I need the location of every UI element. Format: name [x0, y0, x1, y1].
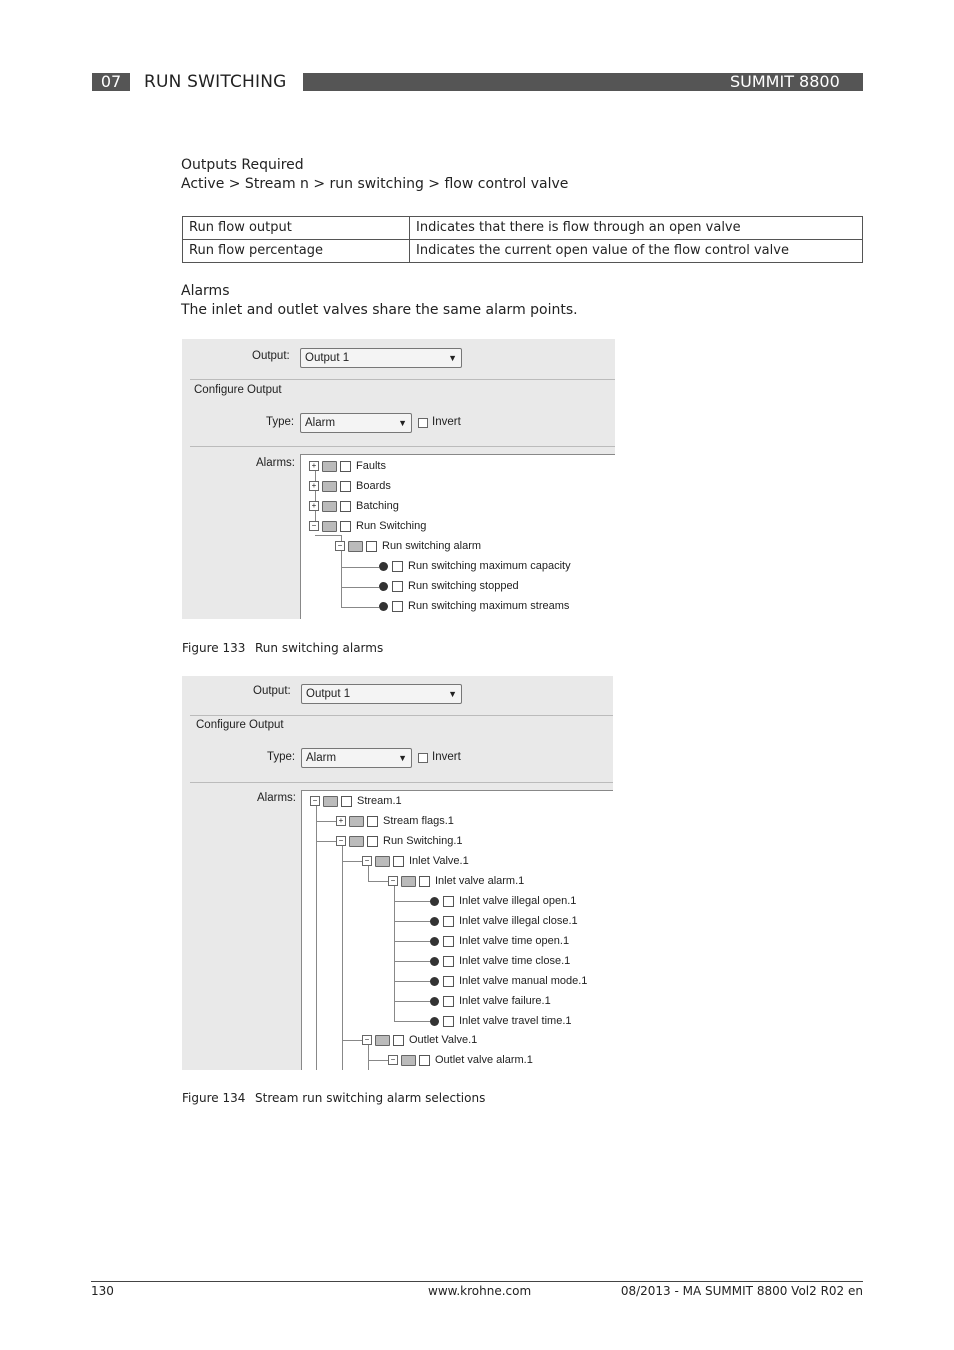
alarm-point-icon [379, 562, 388, 571]
tree-item-label: Run Switching [356, 520, 427, 532]
tree-item[interactable] [336, 812, 454, 830]
folder-open-icon [375, 856, 390, 867]
tree-item-label: Outlet Valve.1 [409, 1034, 478, 1046]
type-select[interactable] [301, 748, 412, 768]
checkbox[interactable] [392, 561, 403, 572]
alarm-point-icon [430, 937, 439, 946]
invert-checkbox[interactable] [418, 753, 428, 763]
tree-item[interactable] [309, 457, 386, 475]
divider [190, 446, 615, 447]
tree-item[interactable] [309, 517, 426, 535]
caption-number: Figure 134 [182, 1091, 246, 1105]
tree-item[interactable] [310, 792, 402, 810]
checkbox[interactable] [419, 876, 430, 887]
tree-item-label: Inlet valve alarm.1 [435, 875, 525, 887]
tree-line [394, 961, 430, 962]
type-select-value: Alarm [305, 417, 336, 429]
alarm-point-icon [430, 1017, 439, 1026]
alarm-point-icon [430, 977, 439, 986]
expand-icon[interactable]: + [309, 461, 319, 471]
checkbox[interactable] [393, 1035, 404, 1046]
tree-line [315, 535, 341, 536]
table-cell: Run flow percentage [183, 240, 410, 263]
checkbox[interactable] [367, 816, 378, 827]
folder-open-icon [401, 876, 416, 887]
expand-icon[interactable]: + [309, 481, 319, 491]
page-number: 130 [91, 1284, 114, 1298]
tree-item-label: Faults [356, 460, 386, 472]
tree-item[interactable] [388, 1051, 533, 1069]
tree-line [316, 806, 317, 1070]
tree-line [394, 901, 430, 902]
tree-line [394, 941, 430, 942]
tree-line [341, 567, 379, 568]
folder-open-icon [375, 1035, 390, 1046]
expand-icon[interactable]: + [309, 501, 319, 511]
alarms-label: Alarms: [257, 792, 296, 804]
alarm-point-icon [430, 917, 439, 926]
tree-item[interactable] [388, 872, 524, 890]
outputs-table [182, 216, 863, 263]
product-name: SUMMIT 8800 [724, 73, 863, 91]
checkbox[interactable] [340, 481, 351, 492]
expand-icon[interactable]: + [336, 816, 346, 826]
checkbox[interactable] [419, 1055, 430, 1066]
tree-line [341, 587, 379, 588]
alarm-point-icon [379, 582, 388, 591]
tree-item-label: Run switching maximum streams [408, 600, 570, 612]
folder-icon [322, 481, 337, 492]
chapter-number: 07 [92, 73, 130, 91]
divider [190, 379, 615, 380]
folder-open-icon [323, 796, 338, 807]
caption-text: Run switching alarms [255, 641, 384, 655]
divider [190, 715, 613, 716]
configure-output-label: Configure Output [196, 719, 284, 731]
caption-text: Stream run switching alarm selections [255, 1091, 486, 1105]
tree-item[interactable] [335, 537, 481, 555]
tree-item-label: Inlet valve travel time.1 [459, 1015, 572, 1027]
tree-item-label: Inlet valve illegal open.1 [459, 895, 577, 907]
figure-134-screenshot [182, 676, 613, 1070]
tree-item-label: Run switching stopped [408, 580, 519, 592]
collapse-icon[interactable]: − [362, 856, 372, 866]
folder-open-icon [322, 521, 337, 532]
type-label: Type: [266, 416, 295, 428]
figure-134-caption [182, 1091, 485, 1105]
folder-open-icon [348, 541, 363, 552]
tree-item[interactable] [430, 892, 576, 910]
output-select-value: Output 1 [305, 352, 350, 364]
alarms-heading: Alarms [181, 283, 230, 299]
checkbox[interactable] [392, 581, 403, 592]
checkbox[interactable] [443, 996, 454, 1007]
tree-item[interactable] [379, 597, 569, 615]
figure-133-screenshot [182, 339, 615, 619]
tree-line [394, 1021, 430, 1022]
table-row [183, 240, 863, 263]
tree-line [394, 1001, 430, 1002]
alarms-tree[interactable] [301, 790, 613, 1070]
output-select[interactable] [300, 348, 462, 368]
tree-item[interactable] [430, 912, 578, 930]
tree-item-label: Inlet Valve.1 [409, 855, 469, 867]
type-label: Type: [267, 751, 296, 763]
tree-item[interactable] [430, 992, 551, 1010]
tree-item-label: Run Switching.1 [383, 835, 463, 847]
tree-item-label: Stream flags.1 [383, 815, 454, 827]
table-cell: Run flow output [183, 217, 410, 240]
header-bar [303, 73, 724, 91]
divider [190, 782, 613, 783]
outputs-heading: Outputs Required [181, 157, 304, 173]
alarm-point-icon [430, 957, 439, 966]
collapse-icon[interactable]: − [388, 1055, 398, 1065]
checkbox[interactable] [393, 856, 404, 867]
tree-item[interactable] [362, 1031, 477, 1049]
tree-item-label: Run switching maximum capacity [408, 560, 571, 572]
collapse-icon[interactable]: − [335, 541, 345, 551]
output-select-value: Output 1 [306, 688, 351, 700]
folder-icon [349, 816, 364, 827]
tree-item[interactable] [430, 1012, 572, 1030]
tree-item[interactable] [430, 972, 587, 990]
tree-line [394, 981, 430, 982]
checkbox[interactable] [443, 936, 454, 947]
tree-item[interactable] [379, 557, 571, 575]
chevron-down-icon: ▼ [398, 418, 407, 428]
collapse-icon[interactable]: − [362, 1035, 372, 1045]
tree-item-label: Inlet valve failure.1 [459, 995, 551, 1007]
chapter-title: RUN SWITCHING [144, 72, 287, 92]
chevron-down-icon: ▼ [398, 753, 407, 763]
footer-rule [91, 1281, 863, 1282]
tree-item[interactable] [379, 577, 519, 595]
checkbox[interactable] [443, 1016, 454, 1027]
collapse-icon[interactable]: − [309, 521, 319, 531]
tree-item-label: Inlet valve time close.1 [459, 955, 571, 967]
type-select[interactable] [300, 413, 412, 433]
tree-item[interactable] [309, 477, 391, 495]
table-cell: Indicates that there is flow through an open valve [410, 217, 863, 240]
table-row [183, 217, 863, 240]
figure-133-caption [182, 641, 383, 655]
chevron-down-icon: ▼ [448, 353, 457, 363]
folder-icon [322, 461, 337, 472]
chevron-down-icon: ▼ [448, 689, 457, 699]
document-id: 08/2013 - MA SUMMIT 8800 Vol2 R02 en [620, 1284, 863, 1298]
tree-line [342, 846, 343, 1070]
alarms-text: The inlet and outlet valves share the same alarm points. [181, 302, 578, 318]
tree-item-label: Stream.1 [357, 795, 402, 807]
folder-open-icon [349, 836, 364, 847]
checkbox[interactable] [443, 916, 454, 927]
output-select[interactable] [301, 684, 462, 704]
tree-item-label: Inlet valve manual mode.1 [459, 975, 588, 987]
folder-icon [322, 501, 337, 512]
tree-item-label: Boards [356, 480, 391, 492]
output-label: Output: [253, 685, 291, 697]
invert-label: Invert [432, 751, 461, 763]
output-label: Output: [252, 350, 290, 362]
collapse-icon[interactable]: − [336, 836, 346, 846]
tree-item[interactable] [430, 932, 569, 950]
tree-line [341, 607, 379, 608]
collapse-icon[interactable]: − [310, 796, 320, 806]
outputs-path: Active > Stream n > run switching > flow control valve [181, 176, 569, 192]
invert-label: Invert [432, 416, 461, 428]
alarm-point-icon [430, 897, 439, 906]
type-select-value: Alarm [306, 752, 337, 764]
checkbox[interactable] [392, 601, 403, 612]
tree-item[interactable] [336, 832, 463, 850]
alarm-point-icon [430, 997, 439, 1006]
checkbox[interactable] [340, 461, 351, 472]
checkbox[interactable] [341, 796, 352, 807]
tree-item-label: Outlet valve alarm.1 [435, 1054, 533, 1066]
checkbox[interactable] [443, 976, 454, 987]
collapse-icon[interactable]: − [388, 876, 398, 886]
checkbox[interactable] [443, 956, 454, 967]
checkbox[interactable] [340, 501, 351, 512]
alarms-label: Alarms: [256, 457, 295, 469]
tree-item-label: Inlet valve illegal close.1 [459, 915, 578, 927]
invert-checkbox[interactable] [418, 418, 428, 428]
checkbox[interactable] [443, 896, 454, 907]
checkbox[interactable] [366, 541, 377, 552]
table-cell: Indicates the current open value of the flow control valve [410, 240, 863, 263]
tree-item-label: Inlet valve time open.1 [459, 935, 570, 947]
tree-line [394, 921, 430, 922]
website-link[interactable]: www.krohne.com [428, 1284, 532, 1298]
configure-output-label: Configure Output [194, 384, 282, 396]
tree-item-label: Run switching alarm [382, 540, 482, 552]
alarm-point-icon [379, 602, 388, 611]
tree-item[interactable] [309, 497, 399, 515]
tree-item[interactable] [362, 852, 469, 870]
tree-item[interactable] [430, 952, 570, 970]
tree-item-label: Batching [356, 500, 399, 512]
alarms-tree[interactable] [300, 454, 615, 619]
caption-number: Figure 133 [182, 641, 246, 655]
checkbox[interactable] [340, 521, 351, 532]
folder-open-icon [401, 1055, 416, 1066]
checkbox[interactable] [367, 836, 378, 847]
